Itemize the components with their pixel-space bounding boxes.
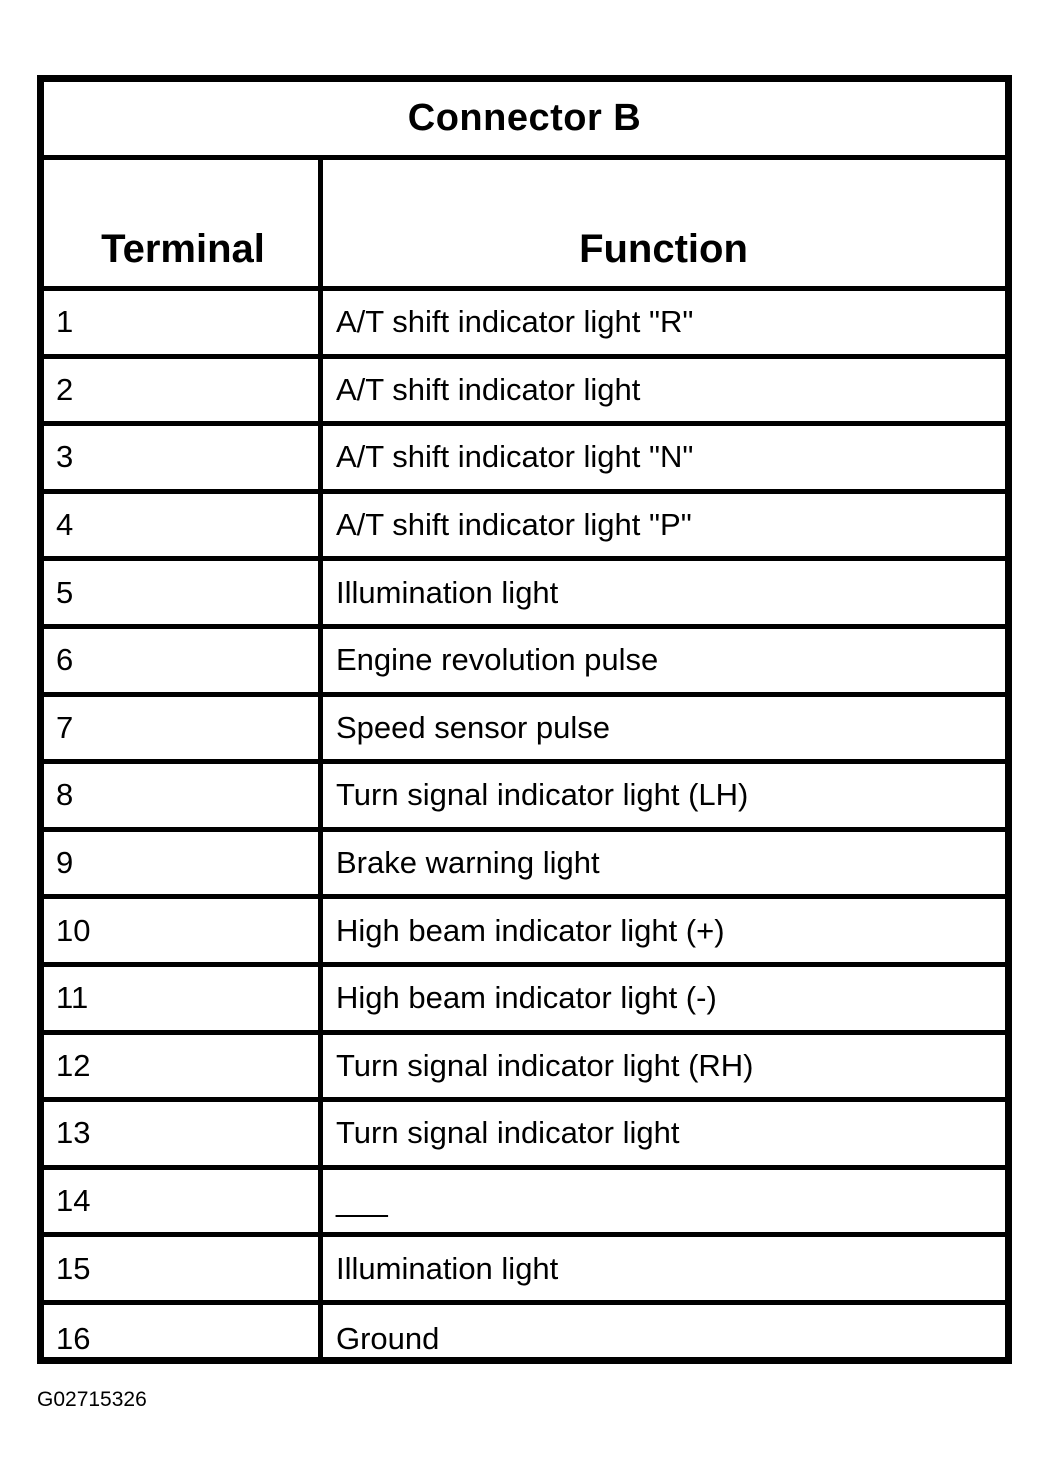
function-cell: Turn signal indicator light <box>336 1115 680 1151</box>
header-function: Function <box>579 227 748 271</box>
terminal-cell: 8 <box>56 777 74 813</box>
table-row <box>44 426 1005 494</box>
table-row <box>44 1305 1005 1373</box>
figure-id: G02715326 <box>37 1388 147 1411</box>
terminal-cell: 7 <box>56 709 74 745</box>
terminal-cell: 10 <box>56 912 91 948</box>
table-header-row <box>44 160 1005 291</box>
header-terminal: Terminal <box>101 227 265 271</box>
terminal-cell: 6 <box>56 642 74 678</box>
function-cell: Illumination light <box>336 1250 559 1286</box>
terminal-cell: 11 <box>56 980 89 1016</box>
function-cell: Illumination light <box>336 574 559 610</box>
table-row <box>44 832 1005 900</box>
table-row <box>44 291 1005 359</box>
table-row <box>44 1237 1005 1305</box>
function-cell: Turn signal indicator light (LH) <box>336 777 749 813</box>
terminal-cell: 3 <box>56 439 74 475</box>
function-cell: Brake warning light <box>336 845 600 881</box>
table-row <box>44 1035 1005 1103</box>
terminal-cell: 14 <box>56 1183 91 1219</box>
table-row <box>44 494 1005 562</box>
table-row <box>44 967 1005 1035</box>
terminal-cell: 15 <box>56 1250 91 1286</box>
terminal-cell: 5 <box>56 574 74 610</box>
table-row <box>44 764 1005 832</box>
function-cell: ___ <box>336 1183 388 1219</box>
terminal-cell: 13 <box>56 1115 91 1151</box>
function-cell: High beam indicator light (+) <box>336 912 725 948</box>
function-cell: A/T shift indicator light "P" <box>336 507 692 543</box>
terminal-cell: 12 <box>56 1047 91 1083</box>
table-row <box>44 697 1005 765</box>
function-cell: Engine revolution pulse <box>336 642 659 678</box>
table-body <box>44 291 1005 1357</box>
table-row <box>44 359 1005 427</box>
terminal-cell: 2 <box>56 371 74 407</box>
table-row <box>44 629 1005 697</box>
function-cell: A/T shift indicator light <box>336 371 641 407</box>
table-row <box>44 1170 1005 1238</box>
function-cell: High beam indicator light (-) <box>336 980 717 1016</box>
terminal-cell: 16 <box>56 1320 91 1356</box>
terminal-cell: 4 <box>56 507 74 543</box>
table-row <box>44 1102 1005 1170</box>
connector-table <box>37 75 1012 1364</box>
table-row <box>44 561 1005 629</box>
table-row <box>44 899 1005 967</box>
terminal-cell: 1 <box>56 304 74 340</box>
function-cell: Speed sensor pulse <box>336 709 611 745</box>
function-cell: A/T shift indicator light "N" <box>336 439 694 475</box>
function-cell: Turn signal indicator light (RH) <box>336 1047 754 1083</box>
terminal-cell: 9 <box>56 845 74 881</box>
function-cell: A/T shift indicator light "R" <box>336 304 694 340</box>
function-cell: Ground <box>336 1320 440 1356</box>
table-title: Connector B <box>44 82 1005 160</box>
